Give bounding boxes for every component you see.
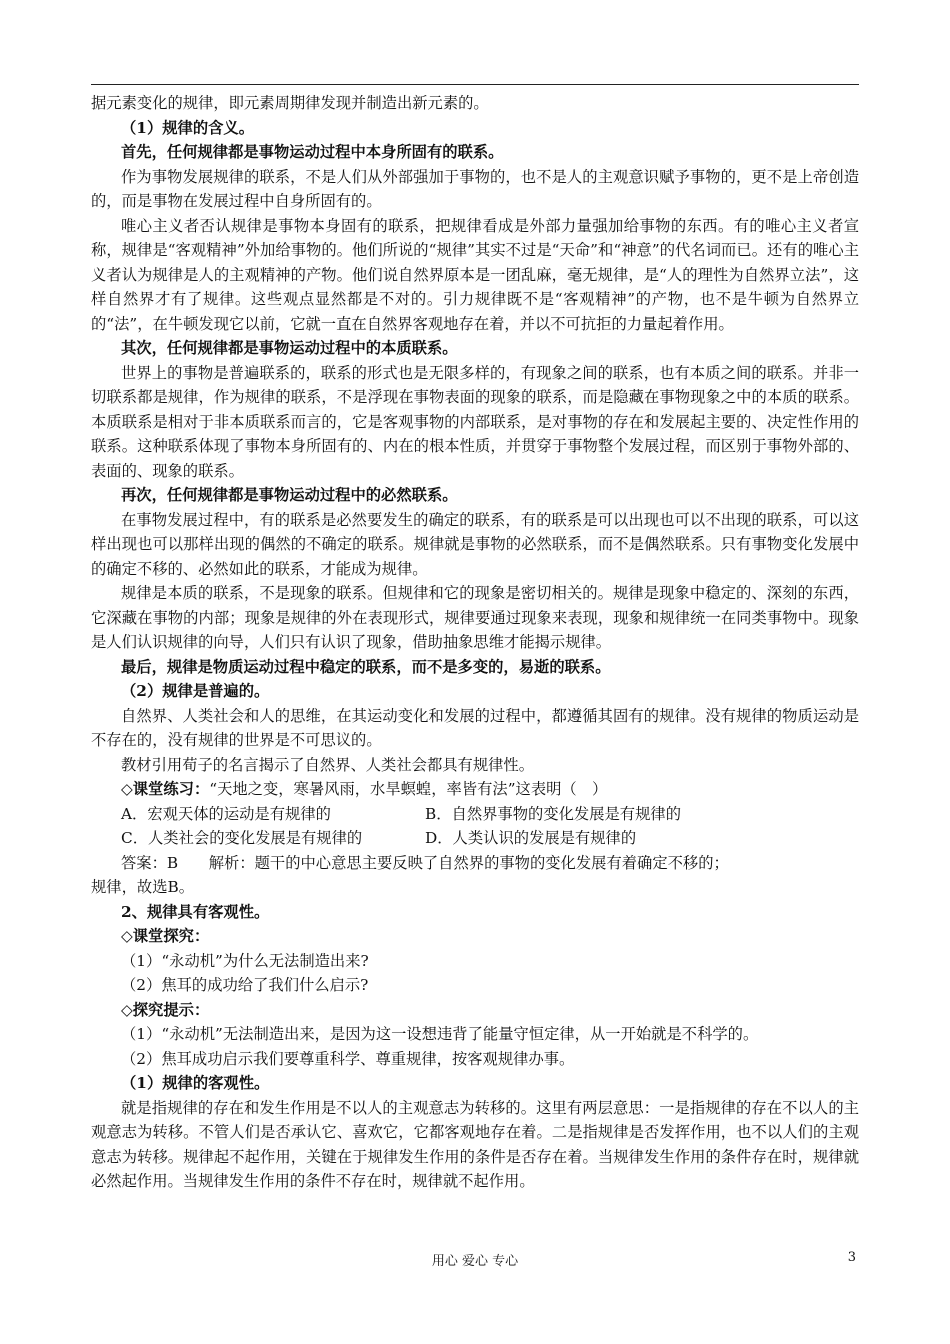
paragraph: 在事物发展过程中，有的联系是必然要发生的确定的联系，有的联系是可以出现也可以不出现的联系，可以这样出现也可以那样出现的偶然的不确定的联系。规律就是事物的必然联系，而不是偶然联系。只有事物变化发展中的确定不移的、必然如此的联系，才能成为规律。 bbox=[91, 510, 859, 578]
exercise-label: ◇课堂练习： bbox=[121, 780, 210, 798]
answer-line: 规律，故选B。 bbox=[91, 878, 195, 896]
point-heading: 再次，任何规律都是事物运动过程中的必然联系。 bbox=[121, 486, 458, 504]
choice-d: D．人类认识的发展是有规律的 bbox=[425, 829, 637, 847]
explore-item: （2）焦耳的成功给了我们什么启示? bbox=[121, 976, 369, 994]
point-heading: 最后，规律是物质运动过程中稳定的联系，而不是多变的，易逝的联系。 bbox=[121, 657, 611, 676]
page-content bbox=[91, 91, 859, 1194]
choice-c: C．人类社会的变化发展是有规律的 bbox=[121, 829, 363, 847]
point-heading: 首先，任何规律都是事物运动过程中本身所固有的联系。 bbox=[121, 143, 504, 161]
point-heading: 其次，任何规律都是事物运动过程中的本质联系。 bbox=[121, 339, 458, 357]
header-rule bbox=[91, 84, 859, 85]
hint-item: （2）焦耳成功启示我们要尊重科学、尊重规律，按客观规律办事。 bbox=[121, 1049, 575, 1068]
hint-label: ◇探究提示： bbox=[121, 1000, 210, 1019]
section-heading: （1）规律的客观性。 bbox=[121, 1074, 270, 1092]
section-heading: （2）规律是普遍的。 bbox=[121, 682, 270, 700]
choice-a: A．宏观天体的运动是有规律的 bbox=[121, 804, 331, 823]
section-heading: （1）规律的含义。 bbox=[121, 118, 255, 137]
choice-row bbox=[91, 802, 859, 827]
paragraph: 唯心主义者否认规律是事物本身固有的联系，把规律看成是外部力量强加给事物的东西。有的唯心主义者宣称，规律是“客观精神”外加给事物的。他们所说的“规律”其实不过是“天命”和“神意”的代名词而已。还有的唯心主义者认为规律是人的主观精神的产物。他们说自然界原本是一团乱麻，毫无规律，是“人的理性为自然界立法”，这样自然界才有了规律。这些观点显然都是不对的。引力规律既不是“客观精神”的产物，也不是牛顿为自然界立的“法”，在牛顿发现它以前，它就一直在自然界客观地存在着，并以不可抗拒的力量起着作用。 bbox=[91, 216, 859, 333]
paragraph: 就是指规律的存在和发生作用是不以人的主观意志为转移的。这里有两层意思：一是指规律的存在不以人的主观意志为转移。不管人们是否承认它、喜欢它，它都客观地存在着。二是指规律是否发挥作用，也不以人们的主观意志为转移。规律起不起作用，关键在于规律发生作用的条件是否存在着。当规律发生作用的条件存在时，规律就必然起作用。当规律发生作用的条件不存在时，规律就不起作用。 bbox=[91, 1098, 859, 1190]
choice-row bbox=[91, 826, 859, 851]
paragraph: 规律是本质的联系，不是现象的联系。但规律和它的现象是密切相关的。规律是现象中稳定的、深刻的东西，它深藏在事物的内部；现象是规律的外在表现形式，规律要通过现象来表现，现象和规律统一在同类事物中。现象是人们认识规律的向导，人们只有认识了现象，借助抽象思维才能揭示规律。 bbox=[91, 584, 859, 651]
paragraph: 作为事物发展规律的联系，不是人们从外部强加于事物的，也不是人的主观意识赋予事物的，更不是上帝创造的，而是事物在发展过程中自身所固有的。 bbox=[91, 167, 859, 210]
explore-item: （1）“永动机”为什么无法制造出来? bbox=[121, 951, 369, 970]
hint-item: （1）“永动机”无法制造出来，是因为这一设想违背了能量守恒定律，从一开始就是不科学的。 bbox=[121, 1025, 759, 1043]
section-heading: 2、规律具有客观性。 bbox=[121, 902, 270, 921]
explore-label: ◇课堂探究： bbox=[121, 927, 210, 945]
paragraph: 教材引用荀子的名言揭示了自然界、人类社会都具有规律性。 bbox=[121, 755, 535, 774]
footer-text: 用心 爱心 专心 bbox=[431, 1254, 519, 1269]
answer-line: 答案：B 解析：题干的中心意思主要反映了自然界的事物的变化发展有着确定不移的； bbox=[121, 853, 729, 872]
paragraph: 据元素变化的规律，即元素周期律发现并制造出新元素的。 bbox=[91, 94, 489, 112]
exercise-question-text: “天地之变，寒暑风雨，水旱螟蝗，率皆有法”这表明（ ） bbox=[209, 780, 608, 798]
exercise-question bbox=[91, 777, 859, 802]
paragraph: 世界上的事物是普遍联系的，联系的形式也是无限多样的，有现象之间的联系，也有本质之间的联系。并非一切联系都是规律，作为规律的联系，不是浮现在事物表面的现象的联系，而是隐藏在事物现象之中的本质的联系。本质联系是相对于非本质联系而言的，它是客观事物的内部联系，是对事物的存在和发展起主要的、决定性作用的联系。这种联系体现了事物本身所固有的、内在的根本性质，并贯穿于事物整个发展过程，而区别于事物外部的、表面的、现象的联系。 bbox=[91, 363, 859, 480]
choice-b: B．自然界事物的变化发展是有规律的 bbox=[425, 804, 681, 823]
page-number: 3 bbox=[847, 1250, 856, 1265]
paragraph: 自然界、人类社会和人的思维，在其运动变化和发展的过程中，都遵循其固有的规律。没有规律的物质运动是不存在的，没有规律的世界是不可思议的。 bbox=[91, 706, 859, 749]
